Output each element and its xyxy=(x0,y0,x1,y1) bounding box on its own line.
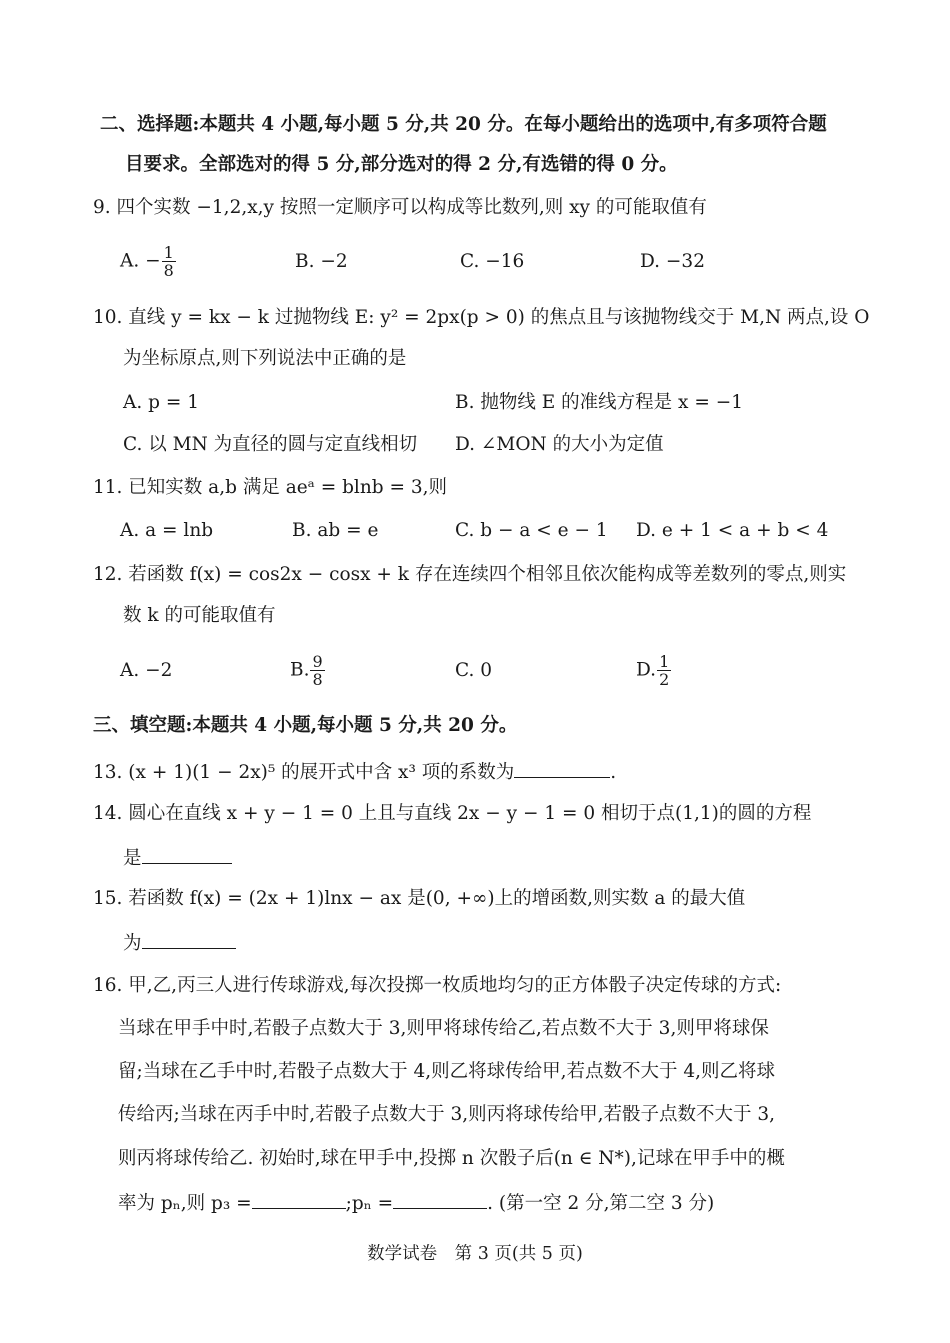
q9-option-d: D. −32 xyxy=(640,251,705,272)
q9-option-b: B. −2 xyxy=(295,251,348,272)
q14-line2 xyxy=(123,845,232,871)
q16-line2: 当球在甲手中时,若骰子点数大于 3,则甲将球传给乙,若点数不大于 3,则甲将球保 xyxy=(118,1018,769,1039)
q13-stem: 13. (x + 1)(1 − 2x)⁵ 的展开式中含 x³ 项的系数为 xyxy=(93,762,515,783)
q15-line2 xyxy=(123,930,236,956)
q16-line4: 传给丙;当球在丙手中时,若骰子点数大于 3,则丙将球传给甲,若骰子点数不大于 3, xyxy=(118,1104,776,1125)
q12-stem-line2: 数 k 的可能取值有 xyxy=(123,605,276,626)
q12-option-d-fraction xyxy=(657,653,671,688)
q10-option-c: C. 以 MN 为直径的圆与定直线相切 xyxy=(123,434,418,455)
q12-option-b-fraction xyxy=(310,653,324,688)
q12-stem-line1: 12. 若函数 f(x) = cos2x − cosx + k 存在连续四个相邻且依次能构成等差数列的零点,则实 xyxy=(93,564,847,585)
q9-option-a-numerator: 1 xyxy=(163,243,174,262)
q12-option-d xyxy=(636,653,672,688)
q13-end: . xyxy=(610,762,617,783)
q10-option-d: D. ∠MON 的大小为定值 xyxy=(455,434,664,455)
q14-stem-line1: 14. 圆心在直线 x + y − 1 = 0 上且与直线 2x − y − 1 = 0 相切于点(1,1)的圆的方程 xyxy=(93,803,812,824)
q14-stem-line2: 是 xyxy=(123,848,142,869)
q12-option-c: C. 0 xyxy=(455,660,493,681)
section2-header-line2: 目要求。全部选对的得 5 分,部分选对的得 2 分,有选错的得 0 分。 xyxy=(125,154,678,175)
q9-option-a xyxy=(120,244,177,279)
q12-option-d-numerator: 1 xyxy=(659,652,670,671)
q12-option-a: A. −2 xyxy=(120,660,173,681)
q12-option-b-denominator: 8 xyxy=(312,670,323,689)
q12-option-b-numerator: 9 xyxy=(312,652,323,671)
q12-option-d-denominator: 2 xyxy=(659,670,670,689)
q12-option-b xyxy=(290,653,326,688)
q10-stem-line1: 10. 直线 y = kx − k 过抛物线 E: y² = 2px(p > 0) 的焦点且与该抛物线交于 M,N 两点,设 O xyxy=(93,307,870,328)
q15-stem-line1: 15. 若函数 f(x) = (2x + 1)lnx − ax 是(0, +∞)上的增函数,则实数 a 的最大值 xyxy=(93,888,746,909)
q16-p3-answer-blank[interactable] xyxy=(252,1190,346,1209)
q16-line6-c: . (第一空 2 分,第二空 3 分) xyxy=(487,1193,715,1214)
q9-option-a-prefix: A. − xyxy=(120,250,161,272)
q10-option-a: A. p = 1 xyxy=(123,392,199,413)
q15-answer-blank[interactable] xyxy=(142,930,236,949)
q12-option-d-prefix: D. xyxy=(636,659,657,681)
q15-stem-line2: 为 xyxy=(123,933,142,954)
q16-pn-answer-blank[interactable] xyxy=(393,1190,487,1209)
q16-line6 xyxy=(118,1190,714,1216)
q16-line6-a: 率为 pₙ,则 p₃ = xyxy=(118,1193,252,1214)
q16-line1: 16. 甲,乙,丙三人进行传球游戏,每次投掷一枚质地均匀的正方体骰子决定传球的方式: xyxy=(93,975,782,996)
q10-stem-line2: 为坐标原点,则下列说法中正确的是 xyxy=(123,348,407,369)
q16-line3: 留;当球在乙手中时,若骰子点数大于 4,则乙将球传给甲,若点数不大于 4,则乙将球 xyxy=(118,1061,776,1082)
q9-stem: 9. 四个实数 −1,2,x,y 按照一定顺序可以构成等比数列,则 xy 的可能取值有 xyxy=(93,197,707,218)
q11-option-b: B. ab = e xyxy=(292,520,379,541)
q11-stem: 11. 已知实数 a,b 满足 aeᵃ = blnb = 3,则 xyxy=(93,477,448,498)
section2-header-line1: 二、选择题:本题共 4 小题,每小题 5 分,共 20 分。在每小题给出的选项中,有多项符合题 xyxy=(100,114,827,135)
q13-answer-blank[interactable] xyxy=(514,759,610,778)
q9-option-a-fraction xyxy=(162,244,176,279)
q16-line6-b: ;pₙ = xyxy=(345,1193,394,1214)
q9-option-a-denominator: 8 xyxy=(163,261,174,280)
q11-option-a: A. a = lnb xyxy=(120,520,214,541)
q14-answer-blank[interactable] xyxy=(142,845,232,864)
q10-option-b: B. 抛物线 E 的准线方程是 x = −1 xyxy=(455,392,743,413)
section3-header: 三、填空题:本题共 4 小题,每小题 5 分,共 20 分。 xyxy=(93,715,518,736)
q11-option-d: D. e + 1 < a + b < 4 xyxy=(636,520,829,541)
q13-line xyxy=(93,759,616,785)
q9-option-c: C. −16 xyxy=(460,251,525,272)
page-footer: 数学试卷 第 3 页(共 5 页) xyxy=(367,1244,583,1264)
q16-line5: 则丙将球传给乙. 初始时,球在甲手中,投掷 n 次骰子后(n ∈ N*),记球在甲手中的概 xyxy=(118,1148,785,1169)
q12-option-b-prefix: B. xyxy=(290,659,310,681)
q11-option-c: C. b − a < e − 1 xyxy=(455,520,608,541)
